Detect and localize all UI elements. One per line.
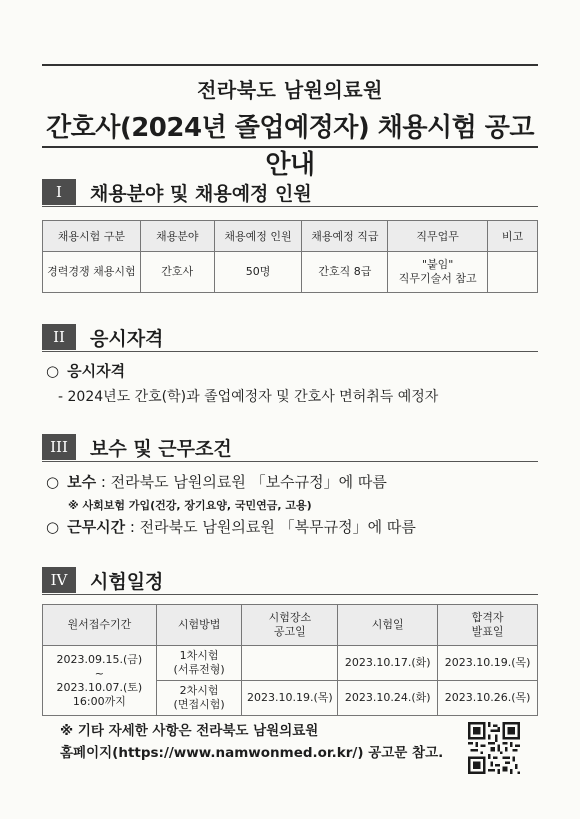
col-header: 채용시험 구분 [43, 221, 141, 252]
col-header: 채용예정 인원 [214, 221, 302, 252]
section-4-divider [42, 594, 538, 595]
section-2-header [42, 323, 163, 351]
section-2-number: II [42, 324, 76, 350]
exam-date-cell: 2023.10.24.(화) [338, 681, 438, 716]
section-3-title: 보수 및 근무조건 [90, 437, 232, 460]
notice-title: 간호사(2024년 졸업예정자) 채용시험 공고 안내 [45, 113, 535, 180]
col-header: 채용분야 [140, 221, 214, 252]
recruitment-table [42, 220, 538, 293]
section-3-header [42, 433, 232, 461]
section-3-divider [42, 461, 538, 462]
circle-bullet-icon: ○ [46, 518, 60, 536]
work-hours-label: 근무시간 [67, 518, 126, 536]
section-4-title: 시험일정 [90, 570, 164, 593]
section-3-number: III [42, 434, 76, 460]
section-2-title: 응시자격 [90, 327, 164, 350]
section-1-header [42, 178, 312, 206]
schedule-table [42, 604, 538, 716]
venue-notice-cell: 2023.10.19.(목) [242, 681, 338, 716]
result-date-cell: 2023.10.26.(목) [438, 681, 538, 716]
duty-cell [388, 252, 488, 293]
exam-date-cell: 2023.10.17.(화) [338, 646, 438, 681]
qualification-detail: - 2024년도 간호(학)과 졸업예정자 및 간호사 면허취득 예정자 [58, 389, 439, 405]
section-2-divider [42, 351, 538, 352]
insurance-note: ※ 사회보험 가입(건강, 장기요양, 국민연금, 고용) [68, 499, 312, 512]
work-hours-text: : 전라북도 남원의료원 「복무규정」에 따름 [129, 518, 416, 536]
method-cell: 1차시험 (서류전형) [156, 646, 242, 681]
col-header: 시험일 [338, 605, 438, 646]
notice-header [42, 64, 538, 180]
count-cell: 50명 [214, 252, 302, 293]
duty-line-2: 직무기술서 참고 [398, 272, 477, 285]
qualification-label: 응시자격 [67, 362, 126, 380]
method-cell: 2차시험 (면접시험) [156, 681, 242, 716]
table-row [43, 252, 538, 293]
col-header: 시험장소 공고일 [242, 605, 338, 646]
qualification-item [46, 360, 125, 381]
duty-line-1: "붙임" [421, 258, 454, 271]
section-1-number: I [42, 179, 76, 205]
col-header: 합격자 발표일 [438, 605, 538, 646]
pay-text: : 전라북도 남원의료원 「보수규정」에 따름 [100, 473, 387, 491]
circle-bullet-icon: ○ [46, 362, 60, 380]
circle-bullet-icon: ○ [46, 473, 60, 491]
venue-notice-cell [242, 646, 338, 681]
col-header: 비고 [488, 221, 538, 252]
section-1-title: 채용분야 및 채용예정 인원 [90, 182, 312, 205]
field-cell: 간호사 [140, 252, 214, 293]
grade-cell: 간호직 8급 [302, 252, 388, 293]
footer-note [60, 720, 443, 764]
col-header: 채용예정 직급 [302, 221, 388, 252]
footer-line-2[interactable]: 홈페이지(https://www.namwonmed.or.kr/) 공고문 참고. [60, 745, 444, 761]
col-header: 시험방법 [156, 605, 242, 646]
col-header: 원서접수기간 [43, 605, 157, 646]
footer-line-1: ※ 기타 자세한 사항은 전라북도 남원의료원 [60, 723, 319, 739]
apply-period-cell: 2023.09.15.(금) ~ 2023.10.07.(토) 16:00까지 [43, 646, 157, 716]
table-row [43, 646, 538, 681]
result-date-cell: 2023.10.19.(목) [438, 646, 538, 681]
note-cell [488, 252, 538, 293]
work-hours-item [46, 516, 416, 537]
section-4-header [42, 566, 163, 594]
pay-item [46, 471, 387, 492]
section-1-divider [42, 206, 538, 207]
exam-type-cell: 경력경쟁 채용시험 [43, 252, 141, 293]
table-header-row [43, 221, 538, 252]
col-header: 직무업무 [388, 221, 488, 252]
qr-code-icon[interactable] [468, 722, 520, 774]
section-4-number: IV [42, 567, 76, 593]
table-header-row [43, 605, 538, 646]
pay-label: 보수 [67, 473, 97, 491]
organization-name: 전라북도 남원의료원 [197, 78, 383, 102]
